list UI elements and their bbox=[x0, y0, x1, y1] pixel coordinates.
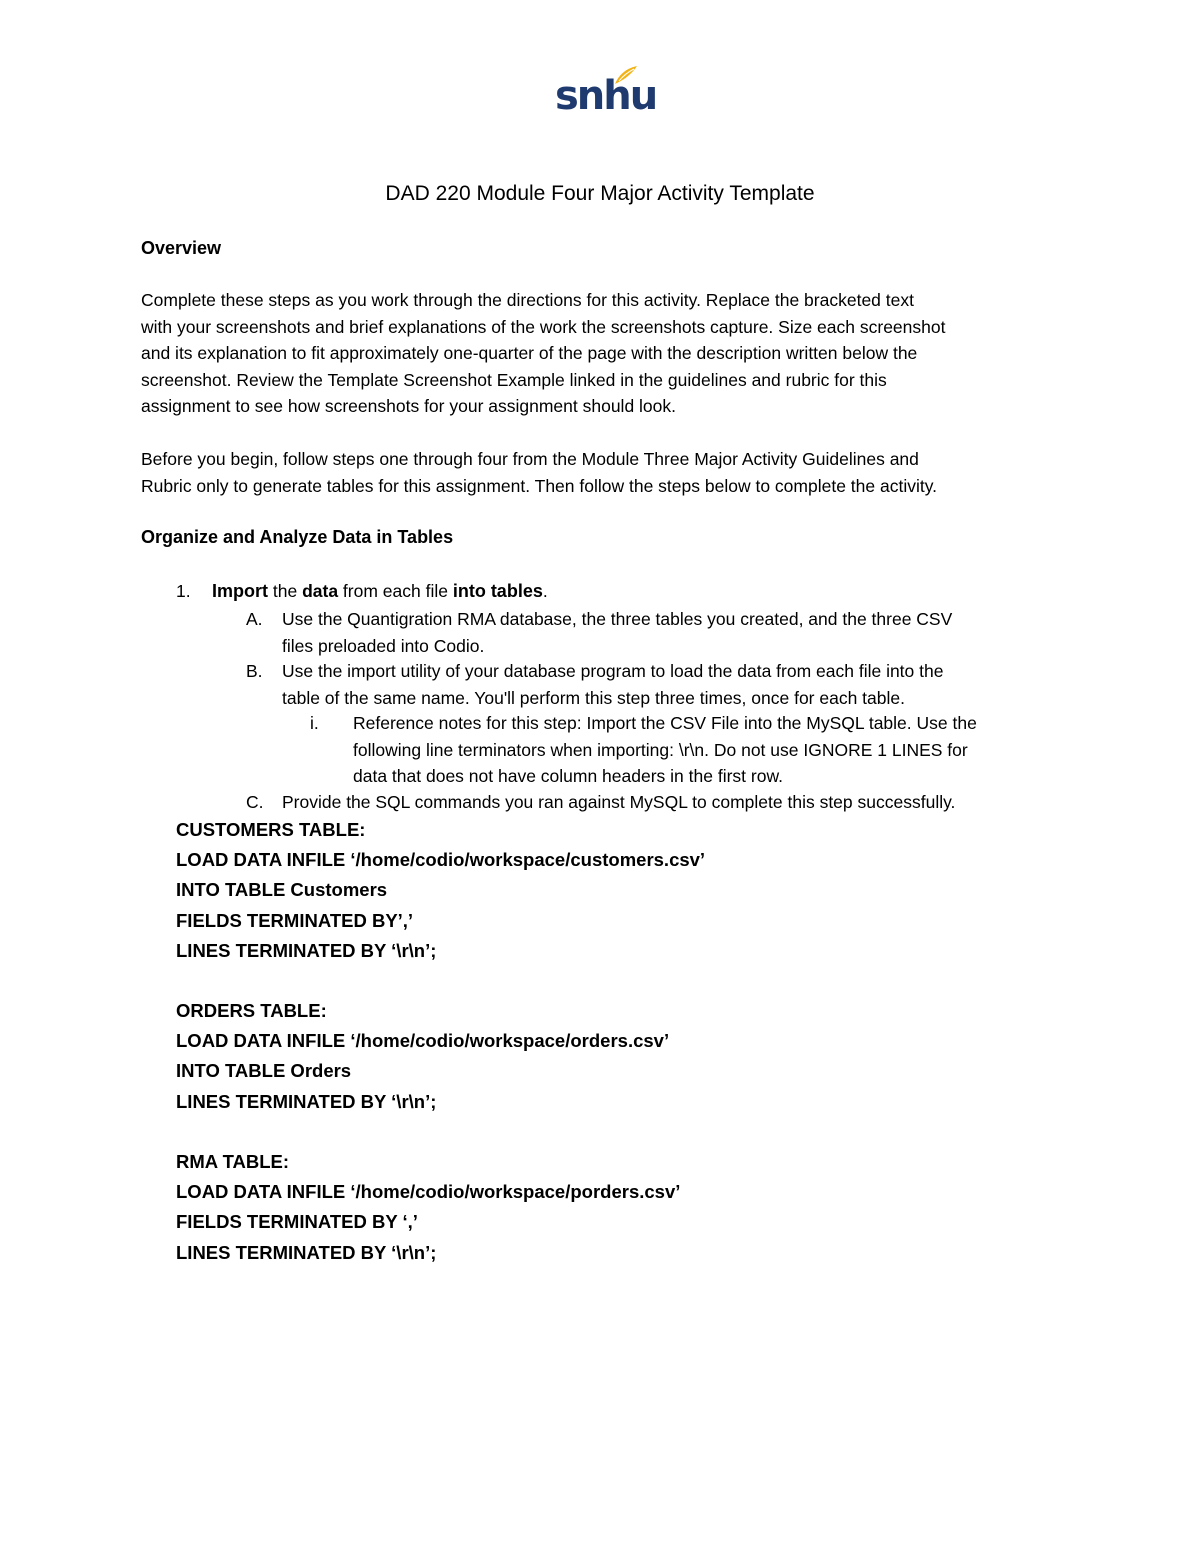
section-heading: Organize and Analyze Data in Tables bbox=[141, 527, 454, 547]
paragraph-line: screenshot. Review the Template Screenshot Example linked in the guidelines and rubric for this bbox=[141, 369, 887, 390]
paragraph-line: with your screenshots and brief explanations of the work the screenshots capture. Size each screenshot bbox=[141, 316, 946, 337]
paragraph-line: assignment to see how screenshots for your assignment should look. bbox=[141, 396, 677, 416]
sql-line: LOAD DATA INFILE ‘/home/codio/workspace/orders.csv’ bbox=[176, 1030, 670, 1052]
step-1-text bbox=[212, 578, 548, 605]
step-i-marker: i. bbox=[310, 713, 319, 733]
step-1-number: 1. bbox=[176, 581, 191, 601]
step-i-line: following line terminators when importing: \r\n. Do not use IGNORE 1 LINES for bbox=[353, 739, 968, 760]
step-1-bold-into-tables: into tables bbox=[452, 581, 543, 601]
sql-line: ORDERS TABLE: bbox=[176, 1000, 327, 1021]
paragraph-line: Complete these steps as you work through the directions for this activity. Replace the bracketed text bbox=[141, 290, 914, 310]
sql-line: RMA TABLE: bbox=[176, 1151, 290, 1172]
overview-heading: Overview bbox=[141, 238, 222, 258]
logo-wordmark: snhu bbox=[555, 73, 657, 119]
step-i-text bbox=[353, 710, 977, 790]
sql-line: LINES TERMINATED BY ‘\r\n’; bbox=[176, 939, 437, 961]
sql-line: CUSTOMERS TABLE: bbox=[176, 819, 366, 840]
step-a-line: Use the Quantigration RMA database, the three tables you created, and the three CSV bbox=[282, 609, 953, 629]
step-i-line: data that does not have column headers in the first row. bbox=[353, 766, 783, 786]
step-a-line: files preloaded into Codio. bbox=[282, 635, 485, 656]
step-1-bold-import: Import bbox=[212, 581, 268, 601]
page-title: DAD 220 Module Four Major Activity Template bbox=[385, 182, 815, 205]
snhu-logo bbox=[555, 62, 657, 124]
step-1-text-b: from each file bbox=[338, 581, 453, 601]
paragraph-line: Before you begin, follow steps one through four from the Module Three Major Activity Guidelines and bbox=[141, 449, 919, 469]
paragraph-line: Rubric only to generate tables for this assignment. Then follow the steps below to complete the activity. bbox=[141, 475, 938, 496]
sql-orders-block bbox=[176, 996, 669, 1117]
sql-line: INTO TABLE Orders bbox=[176, 1060, 352, 1082]
sql-line: LOAD DATA INFILE ‘/home/codio/workspace/customers.csv’ bbox=[176, 849, 706, 871]
step-1-bold-data: data bbox=[302, 581, 339, 601]
step-a-marker: A. bbox=[246, 609, 263, 629]
paragraph-line: and its explanation to fit approximately one-quarter of the page with the description written below the bbox=[141, 343, 918, 363]
sql-line: FIELDS TERMINATED BY’,’ bbox=[176, 909, 414, 931]
sql-line: LOAD DATA INFILE ‘/home/codio/workspace/porders.csv’ bbox=[176, 1181, 681, 1203]
step-1-period: . bbox=[542, 581, 548, 601]
step-b-text bbox=[282, 658, 943, 711]
sql-line: INTO TABLE Customers bbox=[176, 879, 388, 901]
sql-line: LINES TERMINATED BY ‘\r\n’; bbox=[176, 1241, 437, 1263]
overview-paragraph-1 bbox=[141, 287, 1061, 420]
step-c-marker: C. bbox=[246, 792, 264, 812]
overview-paragraph-2 bbox=[141, 446, 1061, 499]
step-c-text: Provide the SQL commands you ran against MySQL to complete this step successfully. bbox=[282, 792, 956, 812]
step-a-text bbox=[282, 606, 952, 659]
sql-line: FIELDS TERMINATED BY ‘,’ bbox=[176, 1211, 418, 1233]
step-b-line: table of the same name. You'll perform this step three times, once for each table. bbox=[282, 687, 905, 708]
step-b-line: Use the import utility of your database program to load the data from each file into the bbox=[282, 661, 944, 681]
sql-customers-block bbox=[176, 815, 705, 966]
step-i-line: Reference notes for this step: Import the CSV File into the MySQL table. Use the bbox=[353, 713, 977, 733]
sql-line: LINES TERMINATED BY ‘\r\n’; bbox=[176, 1090, 437, 1112]
sql-rma-block bbox=[176, 1147, 680, 1268]
step-b-marker: B. bbox=[246, 661, 263, 681]
step-1-text-a: the bbox=[268, 581, 303, 601]
